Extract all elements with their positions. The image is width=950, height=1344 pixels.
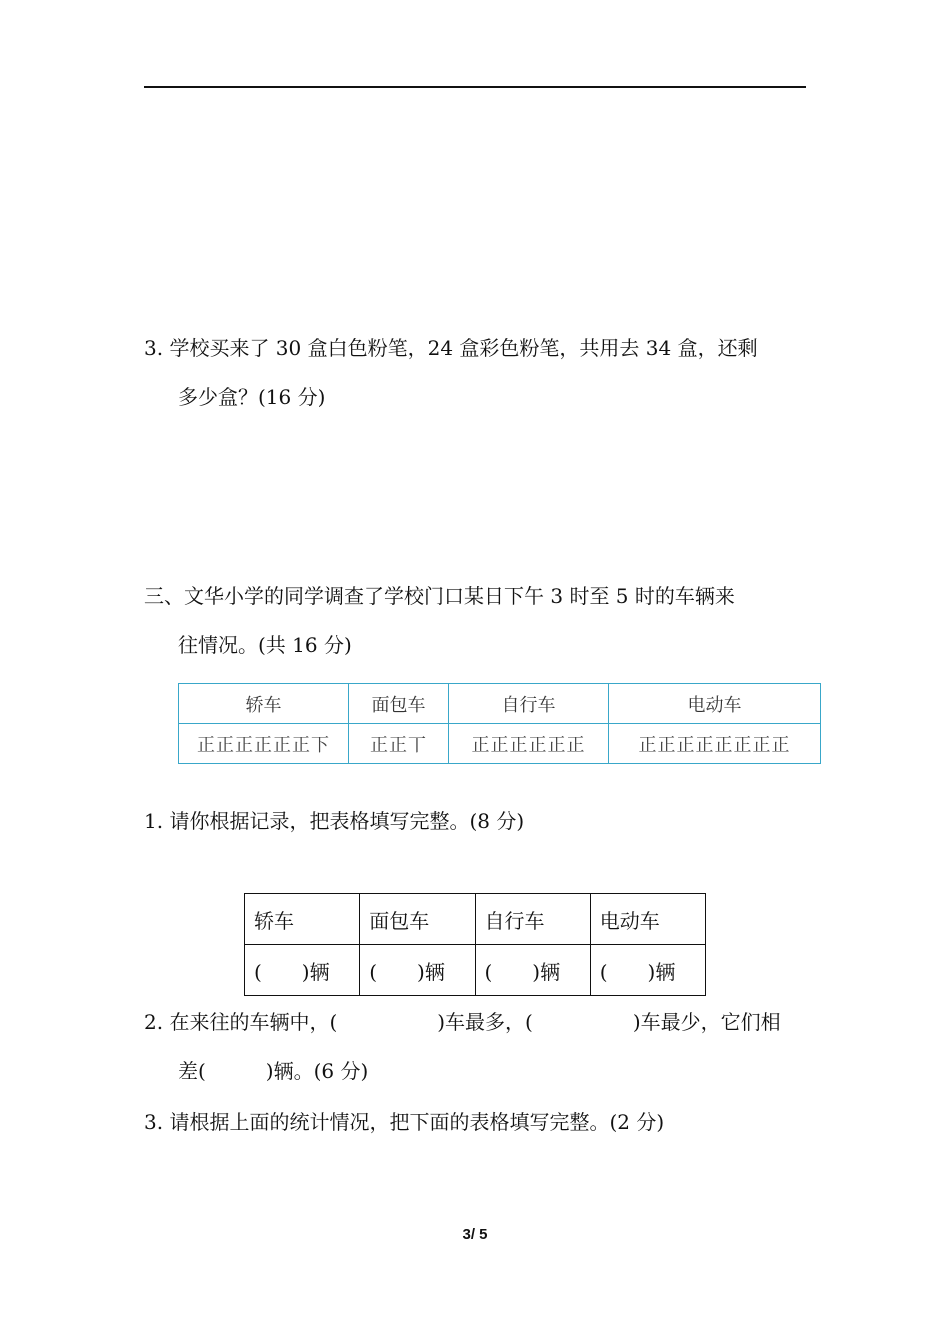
sub-question-3: 3. 请根据上面的统计情况，把下面的表格填写完整。(2 分)	[144, 1110, 665, 1134]
fill-answer-row	[245, 945, 706, 996]
sub-question-2-line-1: 2. 在来往的车辆中，( )车最多，( )车最少，它们相	[144, 1010, 781, 1034]
fill-answer-cell[interactable]: ( )辆	[245, 945, 360, 996]
page-number: 3/ 5	[462, 1226, 488, 1243]
tally-mark-cell: 正正正正正正正正	[609, 724, 821, 764]
fill-header-cell: 轿车	[245, 894, 360, 945]
tally-header-row	[179, 684, 821, 724]
fill-header-row	[245, 894, 706, 945]
tally-header-cell: 电动车	[609, 684, 821, 724]
section-3-heading-line-1: 三、文华小学的同学调查了学校门口某日下午 3 时至 5 时的车辆来	[144, 584, 735, 608]
fill-answer-cell[interactable]: ( )辆	[360, 945, 475, 996]
fill-answer-cell[interactable]: ( )辆	[475, 945, 590, 996]
fill-header-cell: 自行车	[475, 894, 590, 945]
tally-header-cell: 自行车	[449, 684, 609, 724]
section-3-heading-line-2: 往情况。(共 16 分)	[178, 633, 352, 657]
sub-question-1: 1. 请你根据记录，把表格填写完整。(8 分)	[144, 809, 525, 833]
fill-header-cell: 电动车	[590, 894, 705, 945]
tally-mark-cell: 正正正正正正下	[179, 724, 349, 764]
fill-header-cell: 面包车	[360, 894, 475, 945]
question-3-line-2: 多少盒？(16 分)	[178, 385, 326, 409]
tally-mark-cell: 正正丅	[349, 724, 449, 764]
tally-header-cell: 轿车	[179, 684, 349, 724]
tally-record-table	[178, 683, 821, 764]
tally-mark-cell: 正正正正正正	[449, 724, 609, 764]
question-3-line-1: 3. 学校买来了 30 盒白色粉笔，24 盒彩色粉笔，共用去 34 盒，还剩	[144, 336, 758, 360]
fill-in-count-table	[244, 893, 706, 996]
tally-header-cell: 面包车	[349, 684, 449, 724]
tally-mark-row	[179, 724, 821, 764]
sub-question-2-line-2: 差( )辆。(6 分)	[178, 1059, 369, 1083]
header-rule	[144, 86, 806, 88]
fill-answer-cell[interactable]: ( )辆	[590, 945, 705, 996]
